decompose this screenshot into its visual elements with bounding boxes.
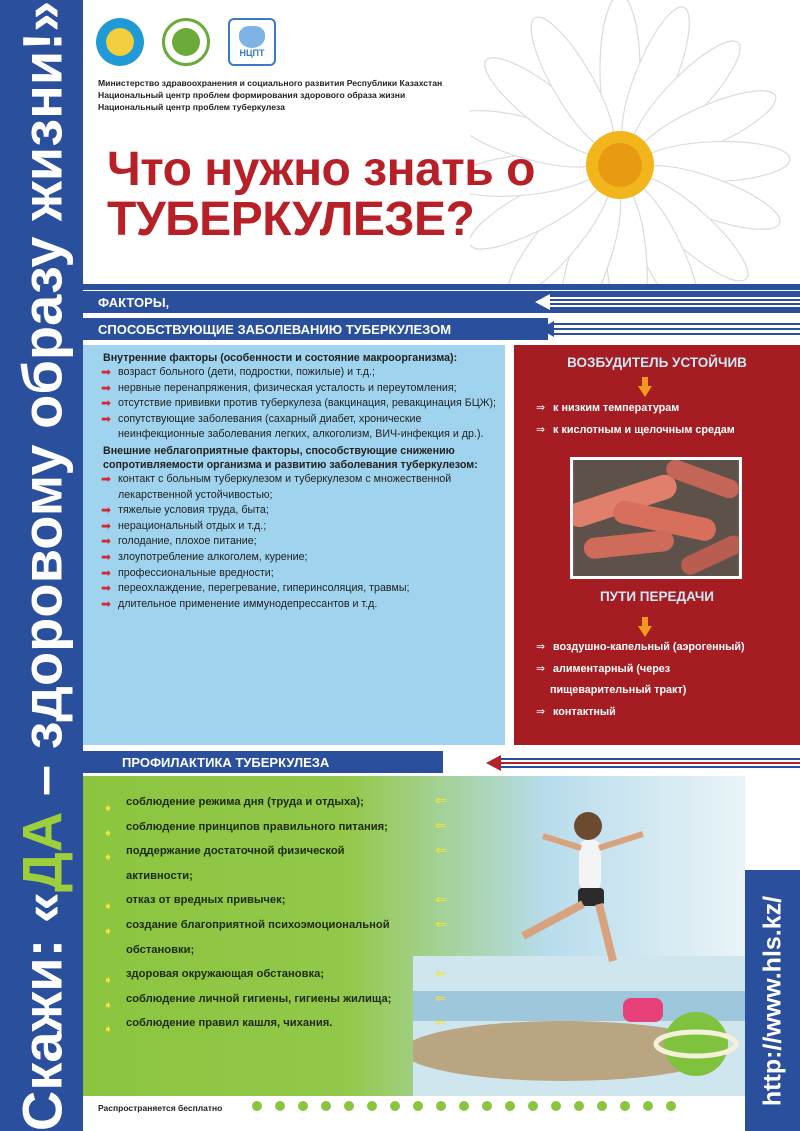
red-arrow-icon: ➡ (101, 565, 112, 580)
bullet-icon: ➧ (103, 801, 114, 815)
list-item: ➡ злоупотребление алкоголем, курение; (101, 549, 308, 564)
external-factors-list (101, 472, 497, 612)
bullet-icon: ➧ (103, 850, 114, 865)
red-arrow-icon: ➡ (101, 534, 112, 549)
list-item: ➡ отсутствие прививки против туберкулеза (вакцинация, ревакцинация БЦЖ); (101, 396, 497, 411)
runner-image (413, 776, 745, 1096)
bullet-icon: ➧ (103, 825, 114, 840)
list-item: ➡ профессиональные вредности; (101, 565, 274, 580)
red-arrow-icon: ➡ (101, 518, 112, 533)
org-line: Национальный центр проблем туберкулеза (98, 102, 285, 112)
divider-stripe (83, 284, 800, 290)
red-arrow-icon: ➡ (101, 503, 112, 518)
yellow-left-arrow-icon: ⇐ (435, 842, 447, 858)
arrow-stripe-icon (486, 755, 800, 771)
orange-down-arrow-icon (638, 377, 652, 397)
route-item: ⇒ контактный (536, 706, 616, 718)
bacteria-image (570, 457, 742, 579)
bullet-icon: ➧ (103, 1022, 114, 1037)
list-item: ➧ создание благоприятной психоэмоциональной (99, 913, 429, 938)
page-title (107, 145, 535, 245)
arrow-stripe-icon (535, 293, 800, 311)
list-item: ➧ здоровая окружающая обстановка; (99, 962, 429, 987)
bullet-icon: ➧ (103, 997, 114, 1012)
list-item: ➡ тяжелые условия труда, быта; (101, 503, 269, 518)
title-line-1: Что нужно знать о (107, 143, 535, 196)
resistance-item: ⇒ к кислотным и щелочным средам (536, 424, 735, 436)
internal-factors-heading: Внутренние факторы (особенности и состояние макроорганизма): (103, 352, 458, 364)
decorative-dots (252, 1101, 676, 1111)
yellow-left-arrow-icon: ⇐ (435, 817, 447, 833)
logos (96, 18, 276, 66)
yellow-left-arrow-icon: ⇐ (435, 1014, 447, 1030)
bullet-icon: ➧ (103, 923, 114, 938)
routes-heading: ПУТИ ПЕРЕДАЧИ (599, 589, 715, 604)
org-line: Министерство здравоохранения и социального развития Республики Казахстан (98, 78, 443, 88)
list-item: ➡ переохлаждение, перегревание, гиперинсоляция, травмы; (101, 581, 410, 596)
prevention-heading: ПРОФИЛАКТИКА ТУБЕРКУЛЕЗА (122, 755, 330, 770)
footer-note: Распространяется бесплатно (98, 1103, 223, 1113)
healthy-lifestyle-center-logo (162, 18, 210, 66)
factors-header-line-2: СПОСОБСТВУЮЩИЕ ЗАБОЛЕВАНИЮ ТУБЕРКУЛЕЗОМ (98, 322, 452, 337)
list-item: ➧ соблюдение режима дня (труда и отдыха); (99, 790, 429, 815)
list-item: ➡ возраст больного (дети, подростки, пожилые) и т.д.; (101, 365, 375, 379)
yellow-left-arrow-icon: ⇐ (435, 891, 447, 907)
vertical-slogan: Скажи: «ДА – здоровому образу жизни!» (10, 0, 73, 1131)
pathogen-panel (514, 345, 800, 745)
list-item: ➧ соблюдение правил кашля, чихания. (99, 1011, 429, 1036)
red-arrow-icon: ➡ (101, 471, 112, 486)
list-item: ➧ поддержание достаточной физической (99, 839, 429, 864)
list-item: ➧ соблюдение принципов правильного питания; (99, 815, 429, 840)
tuberculosis-center-logo: НЦПТ (228, 18, 276, 66)
red-arrow-icon: ➡ (101, 581, 112, 596)
website-url-text[interactable]: http://www.hls.kz/ (758, 895, 786, 1106)
list-item: ➡ нервные перенапряжения, физическая усталость и переутомления; (101, 380, 457, 395)
resistance-item: ⇒ к низким температурам (536, 402, 680, 414)
red-arrow-icon: ➡ (101, 596, 112, 611)
red-arrow-icon: ➡ (101, 396, 112, 411)
arrow-stripe-icon (540, 318, 800, 340)
website-url[interactable] (745, 870, 800, 1131)
yellow-left-arrow-icon: ⇐ (435, 990, 447, 1006)
list-item: ➡ контакт с больным туберкулезом и туберкулезом с множественной лекарственной устойчивостью; (101, 471, 452, 501)
red-arrow-icon: ➡ (101, 365, 112, 379)
prevention-list (99, 790, 429, 1036)
org-line: Национальный центр проблем формирования здорового образа жизни (98, 90, 406, 100)
kz-emblem-icon (96, 18, 144, 66)
orange-down-arrow-icon (638, 617, 652, 637)
prevention-panel (83, 776, 745, 1096)
external-factors-heading: Внешние неблагоприятные факторы, способствующие снижению сопротивляемости организма и развитию заболевания туберкулезом: (103, 444, 478, 471)
list-item: ➡ нерациональный отдых и т.д.; (101, 518, 267, 533)
list-item: ➡ голодание, плохое питание; (101, 534, 257, 549)
internal-factors-list (101, 365, 497, 443)
list-item: ➡ длительное применение иммунодепрессантов и т.д. (101, 596, 378, 611)
list-item-continuation: активности; (126, 869, 193, 882)
pathogen-heading: ВОЗБУДИТЕЛЬ УСТОЙЧИВ (567, 355, 747, 370)
red-arrow-icon: ➡ (101, 411, 112, 426)
red-arrow-icon: ➡ (101, 549, 112, 564)
factors-header-line-1: ФАКТОРЫ, (98, 295, 170, 310)
list-item: ➡ сопутствующие заболевания (сахарный диабет, хронические неинфекционные заболевания легких, алкоголизм, ВИЧ-инфекция и др.). (101, 411, 484, 441)
list-item: ➧ отказ от вредных привычек; (99, 888, 429, 913)
route-item-continuation: пищеварительный тракт) (550, 684, 687, 696)
route-item: ⇒ алиментарный (через (536, 663, 671, 675)
organizations (98, 77, 442, 113)
bullet-icon: ➧ (103, 973, 114, 988)
title-line-2: ТУБЕРКУЛЕЗЕ? (107, 193, 475, 246)
route-item: ⇒ воздушно-капельный (аэрогенный) (536, 641, 745, 653)
yellow-left-arrow-icon: ⇐ (435, 916, 447, 932)
yellow-left-arrow-icon: ⇐ (435, 965, 447, 981)
list-item-continuation: обстановки; (126, 943, 195, 956)
list-item: ➧ соблюдение личной гигиены, гигиены жилища; (99, 987, 429, 1012)
yellow-left-arrow-icon: ⇐ (435, 792, 447, 808)
factors-panel (83, 345, 505, 745)
red-arrow-icon: ➡ (101, 380, 112, 395)
bullet-icon: ➧ (103, 899, 114, 914)
